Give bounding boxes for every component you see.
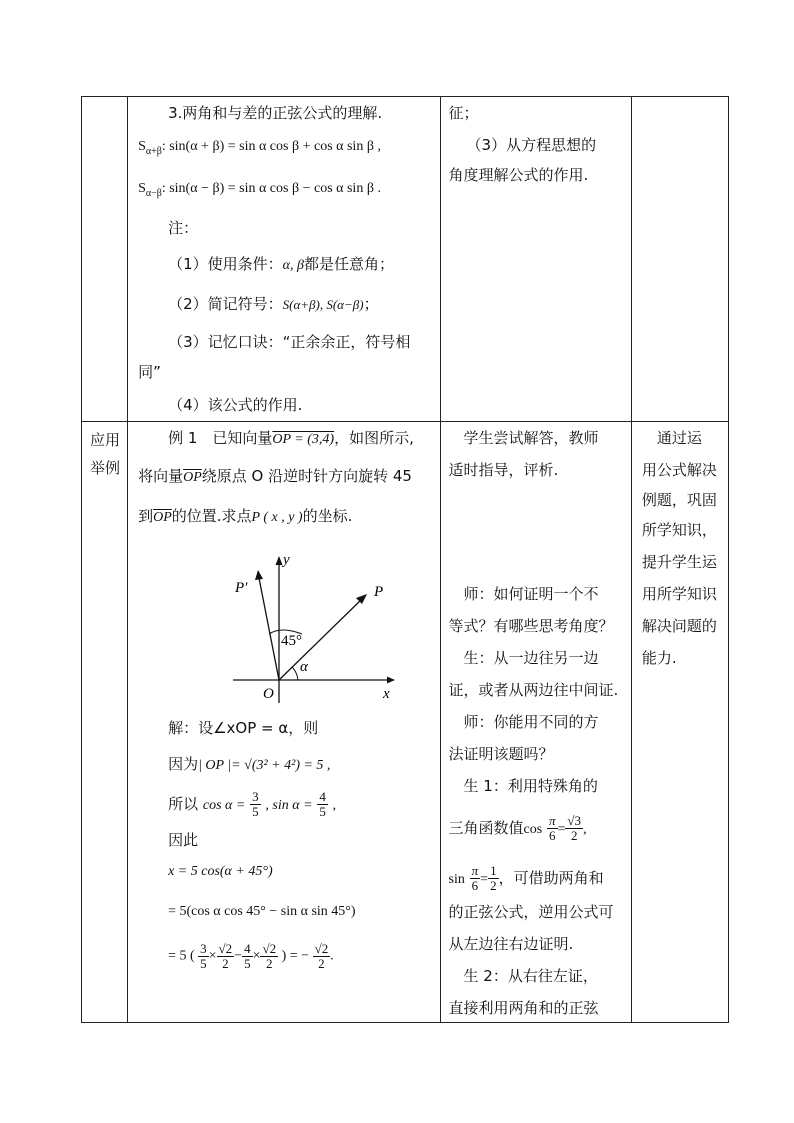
vector-op: $\overline{OP}$ xyxy=(183,470,202,485)
student-line xyxy=(449,814,587,843)
fraction-numerator: 1 xyxy=(490,863,497,878)
label-p-prime: P′ xyxy=(235,580,248,596)
note-1-tail: 都是任意角； xyxy=(303,255,394,273)
fraction-numerator: 4 xyxy=(244,941,251,956)
student-math: = xyxy=(557,822,566,837)
student-line: 证，或者从两边往中间证. xyxy=(448,681,619,699)
fraction xyxy=(242,942,253,971)
note-2-tail: ； xyxy=(363,295,379,313)
student-line: 征； xyxy=(448,104,479,122)
fraction xyxy=(313,942,331,971)
label-alpha: α xyxy=(300,659,308,675)
student-line: 的正弦公式，逆用公式可 xyxy=(448,903,614,921)
note-2-math: S(α+β), S(α−β) xyxy=(282,297,364,312)
formula-diff xyxy=(138,179,381,204)
student-line: （3）从方程思想的 xyxy=(466,136,597,154)
stage-label-line1: 应用 xyxy=(90,431,121,449)
student-line: 师：你能用不同的方 xyxy=(448,713,599,731)
solution-text: 因为 xyxy=(168,755,199,773)
design-intent-line: 能力. xyxy=(641,649,677,667)
fraction-numerator: π xyxy=(471,863,479,878)
design-intent-line: 提升学生运 xyxy=(641,553,717,571)
note-1-text: （1）使用条件： xyxy=(168,255,283,273)
formula-diff-subscript: α−β xyxy=(145,188,162,199)
formula-sum-subscript: α+β xyxy=(145,146,162,157)
student-math: sin xyxy=(448,872,465,887)
design-intent-line: 通过运 xyxy=(641,429,702,447)
student-line: 等式？有哪些思考角度？ xyxy=(448,617,614,635)
student-line: 角度理解公式的作用. xyxy=(448,166,589,184)
fraction-numerator: 3 xyxy=(200,941,207,956)
solution-line-3 xyxy=(168,790,336,819)
solution-line-6: = 5(cos α cos 45° − sin α sin 45°) xyxy=(168,904,356,919)
student-text: ，可借助两角和 xyxy=(498,869,604,887)
solution-math: ) = − xyxy=(281,948,310,964)
example-cell xyxy=(128,422,440,1023)
formula-diff-body: : sin(α − β) = sin α cos β − cos α sin β . xyxy=(161,181,381,196)
solution-line-2 xyxy=(168,754,330,776)
fraction-denominator: 2 xyxy=(318,956,325,971)
fraction-denominator: 6 xyxy=(549,828,556,843)
student-line: 生 1：利用特殊角的 xyxy=(448,777,598,795)
example-line-2 xyxy=(138,466,412,488)
fraction-numerator: √3 xyxy=(567,813,582,828)
student-line: 生 2：从右往左证， xyxy=(448,967,598,985)
student-line xyxy=(449,864,604,893)
note-3b: 同” xyxy=(138,363,161,381)
note-heading: 注： xyxy=(168,219,199,237)
rotation-diagram xyxy=(223,548,403,703)
fraction-denominator: 2 xyxy=(222,956,229,971)
solution-math: , xyxy=(332,798,337,813)
solution-line-4: 因此 xyxy=(168,831,199,849)
solution-math: , sin α = xyxy=(265,798,313,813)
student-activity-cell xyxy=(440,97,631,422)
student-line: 学生尝试解答，教师 xyxy=(448,429,599,447)
example-intro-tail: ，如图所示, xyxy=(334,429,414,447)
label-x: x xyxy=(383,686,390,702)
fraction xyxy=(547,814,558,843)
design-intent-line: 用公式解决 xyxy=(641,461,717,479)
solution-math: . xyxy=(330,948,334,964)
vector-op-prime: $\overline{OP}$ xyxy=(153,510,172,525)
student-activity-cell xyxy=(440,422,631,1023)
example-intro: 例 1 已知向量 xyxy=(168,429,273,447)
fraction-denominator: 5 xyxy=(252,804,259,819)
note-4: （4）该公式的作用. xyxy=(168,396,303,414)
student-text: 三角函数值 xyxy=(448,819,524,837)
student-line: 从左边往右边证明. xyxy=(448,935,574,953)
student-line: 直接利用两角和的正弦 xyxy=(448,999,599,1017)
solution-line-7 xyxy=(168,942,334,971)
fraction xyxy=(565,814,583,843)
fraction xyxy=(260,942,278,971)
example-line-3 xyxy=(138,506,352,528)
fraction xyxy=(217,942,235,971)
student-math: cos xyxy=(523,822,543,837)
student-line: 适时指导，评析. xyxy=(448,461,559,479)
fraction-denominator: 2 xyxy=(570,828,578,843)
student-math: , xyxy=(583,822,587,837)
note-3a: （3）记忆口诀：“正余余正，符号相 xyxy=(168,333,411,351)
fraction-numerator: √2 xyxy=(218,941,233,956)
fraction-denominator: 6 xyxy=(471,878,479,893)
note-2 xyxy=(168,294,379,315)
vector-op-prime-line xyxy=(259,578,279,680)
design-intent-line: 例题，巩固 xyxy=(641,491,717,509)
design-intent-line: 解决问题的 xyxy=(641,617,717,635)
fraction-numerator: π xyxy=(549,813,556,828)
note-1-math: α, β xyxy=(282,258,304,273)
fraction-numerator: √2 xyxy=(314,941,329,956)
solution-math: × xyxy=(252,948,261,964)
stage-label-line2: 举例 xyxy=(90,459,121,477)
design-intent-line: 用所学知识 xyxy=(641,585,717,603)
solution-math: − xyxy=(234,948,243,964)
fraction xyxy=(488,864,499,893)
table-row xyxy=(82,422,729,1023)
note-2-text: （2）简记符号： xyxy=(168,295,283,313)
example-text: 绕原点 O 沿逆时针方向旋转 45 xyxy=(201,467,412,485)
formula-sum xyxy=(138,137,381,162)
example-text: 的位置.求点 xyxy=(171,507,252,525)
label-y: y xyxy=(283,552,290,568)
fraction-denominator: 5 xyxy=(200,956,207,971)
vector-op: OP = (3,4) xyxy=(272,432,335,447)
solution-math: | OP |= √(3² + 4²) = 5 , xyxy=(198,758,331,773)
vector-op-prime-arrow xyxy=(255,570,263,580)
y-axis-arrow xyxy=(276,556,283,565)
formula-sum-body: : sin(α + β) = sin α cos β + cos α sin β , xyxy=(161,139,381,154)
x-axis-arrow xyxy=(387,677,395,684)
solution-math: = 5 ( xyxy=(168,948,195,964)
stage-cell xyxy=(82,97,128,422)
example-text: 的坐标. xyxy=(302,507,353,525)
solution-text: 所以 xyxy=(168,795,199,813)
fraction-numerator: √2 xyxy=(262,941,277,956)
solution-math: × xyxy=(208,948,217,964)
formula-diff-symbol: S xyxy=(138,181,146,196)
solution-line-5: x = 5 cos(α + 45°) xyxy=(168,864,273,879)
example-line-1 xyxy=(168,428,414,450)
design-intent-cell xyxy=(631,97,728,422)
fraction-denominator: 5 xyxy=(319,804,326,819)
student-line: 师：如何证明一个不 xyxy=(448,585,599,603)
student-math: = xyxy=(480,872,489,887)
fraction-denominator: 2 xyxy=(266,956,273,971)
stage-cell xyxy=(82,422,128,1023)
example-text: 到 xyxy=(138,507,154,525)
content-cell xyxy=(128,97,440,422)
label-45-degrees: 45° xyxy=(281,633,303,649)
design-intent-cell xyxy=(631,422,728,1023)
fraction-numerator: 3 xyxy=(252,789,259,804)
label-o: O xyxy=(263,686,274,702)
fraction-denominator: 5 xyxy=(244,956,251,971)
fraction xyxy=(250,790,261,819)
fraction-numerator: 4 xyxy=(319,789,326,804)
section-heading: 3.两角和与差的正弦公式的理解. xyxy=(168,104,383,122)
student-line: 法证明该题吗？ xyxy=(448,745,554,763)
example-text: 将向量 xyxy=(138,467,184,485)
angle-alpha-arc xyxy=(292,667,298,680)
lesson-plan-table xyxy=(81,96,729,1023)
formula-sum-symbol: S xyxy=(138,139,146,154)
student-line: 生：从一边往另一边 xyxy=(448,649,599,667)
design-intent-line: 所学知识， xyxy=(641,521,717,539)
table-row xyxy=(82,97,729,422)
note-1 xyxy=(168,254,394,276)
point-p-prime: P ( x , y ) xyxy=(251,510,303,525)
fraction xyxy=(198,942,209,971)
fraction-denominator: 2 xyxy=(490,878,497,893)
fraction xyxy=(317,790,328,819)
label-p: P xyxy=(374,584,384,600)
solution-math: cos α = xyxy=(202,798,246,813)
fraction xyxy=(470,864,481,893)
solution-line-1: 解：设∠xOP = α，则 xyxy=(168,719,319,737)
